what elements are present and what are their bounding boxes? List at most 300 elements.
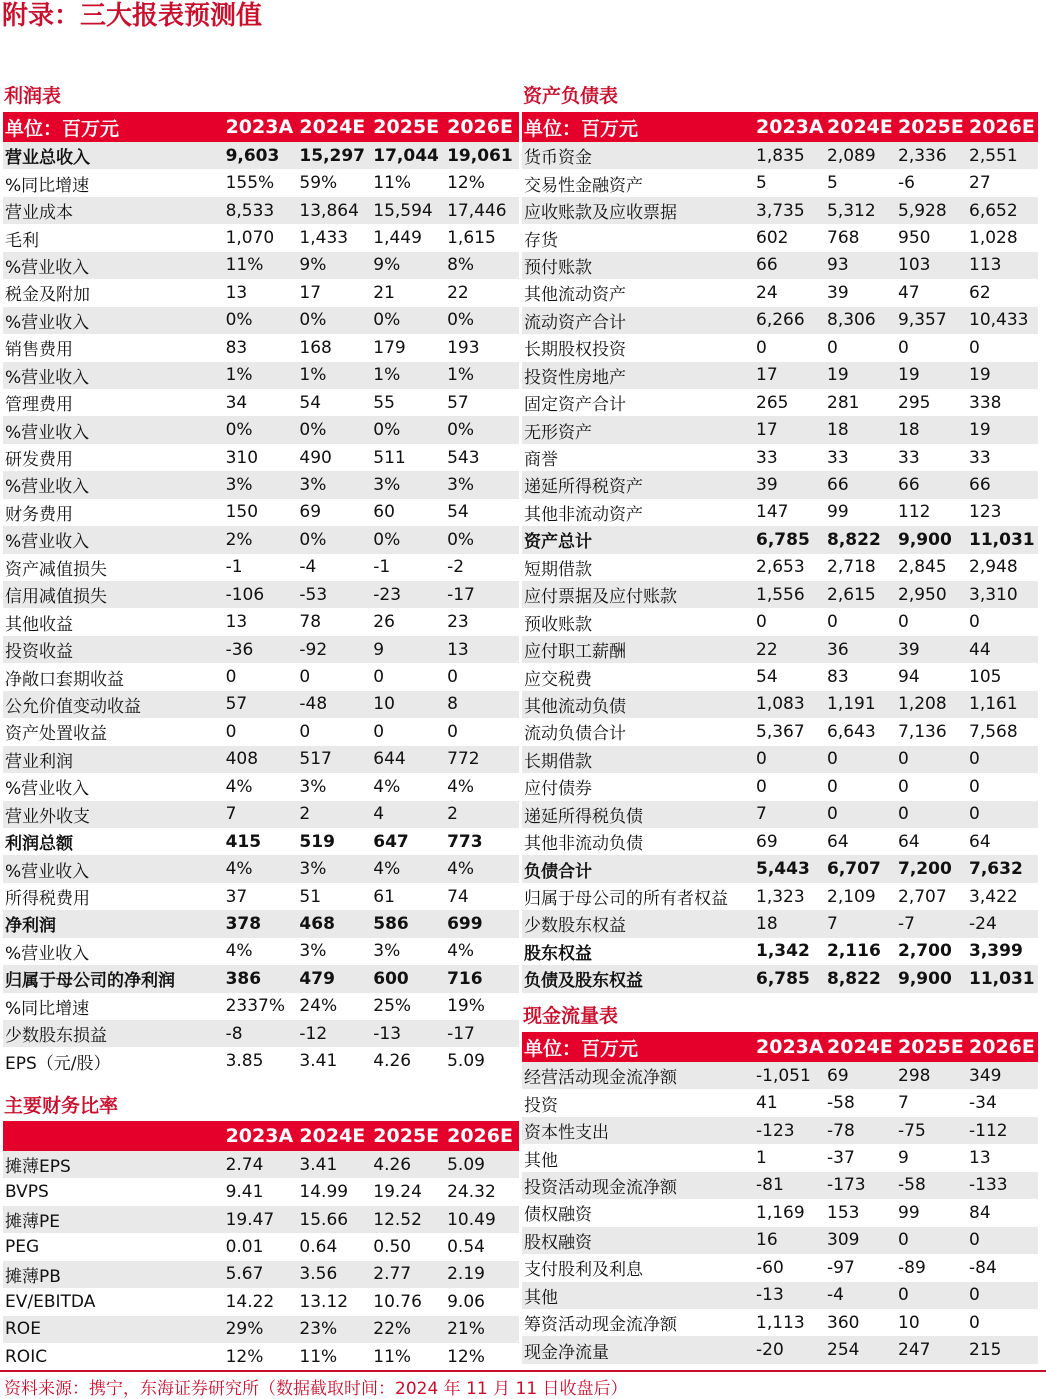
- value-cell: 644: [371, 746, 445, 773]
- value-cell: 83: [225, 337, 248, 358]
- value-cell: 0%: [297, 307, 371, 334]
- value-cell: 25%: [373, 996, 412, 1017]
- value-cell: -48: [297, 691, 371, 718]
- row-label: EPS（元/股）: [5, 1053, 111, 1074]
- table-header-row: [3, 112, 519, 142]
- value-cell: 2,336: [896, 142, 967, 169]
- value-cell: 2,116: [827, 941, 881, 962]
- table-row: [3, 910, 519, 937]
- table-row: [3, 554, 519, 581]
- value-cell: 2,615: [825, 581, 896, 608]
- value-cell: 3%: [299, 776, 327, 797]
- table-row: [3, 1151, 519, 1178]
- row-label: 其他: [524, 1150, 558, 1171]
- value-cell: 19%: [447, 996, 485, 1017]
- value-cell: 3%: [297, 471, 371, 498]
- value-cell: 586: [371, 910, 445, 937]
- table-row: [522, 910, 1038, 937]
- table-row: [3, 1288, 519, 1315]
- value-cell: 6,643: [827, 721, 876, 742]
- value-cell: 33: [827, 447, 849, 468]
- value-cell: -112: [967, 1117, 1038, 1144]
- row-label: 应收账款及应收票据: [522, 197, 754, 224]
- value-cell: -8: [224, 1020, 298, 1047]
- table-row: [522, 1089, 1038, 1116]
- header-unit-cell: 单位：百万元: [3, 112, 224, 142]
- value-cell: 5,443: [754, 855, 825, 882]
- value-cell: 2,845: [898, 557, 947, 578]
- value-cell: 0: [825, 746, 896, 773]
- value-cell: 1,113: [756, 1312, 805, 1333]
- value-cell: 5,928: [896, 197, 967, 224]
- row-label: 经营活动现金流净额: [522, 1062, 754, 1089]
- row-label: 毛利: [5, 230, 39, 251]
- table-row: [522, 1227, 1038, 1254]
- row-label: %营业收入: [3, 307, 224, 334]
- value-cell: 4%: [224, 855, 298, 882]
- value-cell: 378: [224, 910, 298, 937]
- row-label: 投资性房地产: [522, 362, 754, 389]
- value-cell: 93: [825, 252, 896, 279]
- value-cell: 7,136: [898, 721, 947, 742]
- value-cell: 4%: [225, 941, 253, 962]
- value-cell: 4: [371, 801, 445, 828]
- row-label: 管理费用: [5, 395, 73, 416]
- value-cell: 39: [896, 636, 967, 663]
- row-label: 交易性金融资产: [524, 175, 643, 196]
- value-cell: 19.24: [373, 1182, 422, 1203]
- table-row: [522, 801, 1038, 828]
- table-row: [3, 828, 519, 855]
- value-cell: 9,357: [896, 307, 967, 334]
- value-cell: 9%: [297, 252, 371, 279]
- value-cell: 408: [224, 746, 298, 773]
- value-cell: 19,061: [445, 142, 519, 169]
- table-row: [3, 279, 519, 306]
- table-row: [3, 1233, 519, 1260]
- header-year-cell: 2023A: [224, 112, 298, 142]
- value-cell: 4.26: [373, 1051, 412, 1072]
- value-cell: 7: [898, 1093, 909, 1114]
- value-cell: 647: [373, 831, 409, 852]
- value-cell: 47: [898, 282, 920, 303]
- value-cell: 12.52: [371, 1206, 445, 1233]
- value-cell: 11%: [224, 252, 298, 279]
- table-row: [522, 938, 1038, 965]
- value-cell: 153: [827, 1202, 860, 1223]
- value-cell: 0%: [445, 307, 519, 334]
- value-cell: 0: [969, 337, 980, 358]
- table-row: [3, 499, 519, 526]
- table-row: [522, 1336, 1038, 1363]
- value-cell: 64: [898, 831, 920, 852]
- value-cell: 281: [827, 392, 860, 413]
- value-cell: 3%: [224, 471, 298, 498]
- value-cell: 69: [756, 831, 778, 852]
- value-cell: 19.47: [224, 1206, 298, 1233]
- value-cell: 3.56: [297, 1261, 371, 1288]
- table-row: [3, 1343, 519, 1370]
- value-cell: 24: [756, 282, 778, 303]
- value-cell: 15,297: [297, 142, 371, 169]
- row-label: BVPS: [5, 1182, 49, 1203]
- value-cell: 4%: [225, 776, 253, 797]
- row-label: PEG: [5, 1237, 40, 1258]
- table-row: [3, 993, 519, 1020]
- row-label: EV/EBITDA: [5, 1291, 96, 1312]
- value-cell: 0: [898, 776, 909, 797]
- header-unit-cell: 单位：百万元: [522, 112, 754, 142]
- row-label: ROE: [3, 1316, 224, 1343]
- value-cell: 3.85: [225, 1051, 264, 1072]
- value-cell: 6,785: [754, 526, 825, 553]
- value-cell: 1,556: [754, 581, 825, 608]
- row-label: 现金净流量: [522, 1336, 754, 1363]
- value-cell: 511: [373, 447, 406, 468]
- value-cell: 10: [898, 1312, 920, 1333]
- value-cell: -84: [969, 1257, 997, 1278]
- value-cell: 14.99: [299, 1182, 349, 1203]
- value-cell: 66: [754, 252, 825, 279]
- table-row: [3, 718, 519, 745]
- row-label: 长期借款: [522, 746, 754, 773]
- value-cell: 3%: [445, 471, 519, 498]
- value-cell: -20: [754, 1336, 825, 1363]
- value-cell: 0.54: [447, 1237, 485, 1258]
- value-cell: 15.66: [297, 1206, 371, 1233]
- row-label: 营业成本: [3, 197, 224, 224]
- value-cell: 0%: [224, 307, 298, 334]
- value-cell: 11%: [299, 1346, 338, 1367]
- value-cell: 12%: [447, 1346, 485, 1367]
- value-cell: 15,594: [371, 197, 445, 224]
- row-label: 其他非流动资产: [524, 504, 643, 525]
- table-row: [3, 224, 519, 251]
- value-cell: 103: [896, 252, 967, 279]
- value-cell: 0%: [371, 526, 445, 553]
- value-cell: 0: [898, 337, 909, 358]
- value-cell: 193: [447, 337, 480, 358]
- value-cell: 5.09: [445, 1151, 519, 1178]
- value-cell: 4%: [373, 776, 401, 797]
- table-row: [3, 636, 519, 663]
- value-cell: 2,551: [967, 142, 1038, 169]
- data-source-note: 资料来源：携宁，东海证券研究所（数据截取时间：2024 年 11 月 11 日收盘后）: [4, 1379, 628, 1399]
- value-cell: 543: [447, 447, 480, 468]
- value-cell: 54: [447, 502, 469, 523]
- value-cell: 8%: [445, 252, 519, 279]
- table-row: [522, 1117, 1038, 1144]
- table-row: [522, 746, 1038, 773]
- value-cell: -1: [373, 557, 391, 578]
- value-cell: 19: [896, 362, 967, 389]
- value-cell: 94: [898, 667, 920, 688]
- value-cell: 768: [827, 228, 860, 249]
- value-cell: 0.64: [299, 1237, 338, 1258]
- value-cell: 12%: [225, 1346, 264, 1367]
- row-label: 资产处置收益: [5, 724, 107, 745]
- table-row: [3, 334, 519, 361]
- table-row: [522, 773, 1038, 800]
- value-cell: 1,083: [754, 691, 825, 718]
- header-year-cell: 2024E: [825, 1032, 896, 1062]
- value-cell: 0: [299, 667, 311, 688]
- value-cell: 468: [297, 910, 371, 937]
- value-cell: 3%: [299, 941, 327, 962]
- value-cell: 0: [754, 746, 825, 773]
- value-cell: 55: [373, 392, 395, 413]
- value-cell: 3,399: [969, 941, 1023, 962]
- value-cell: 0%: [371, 307, 445, 334]
- value-cell: 19: [825, 362, 896, 389]
- value-cell: 84: [969, 1202, 991, 1223]
- table-row: [3, 773, 519, 800]
- value-cell: 17,044: [371, 142, 445, 169]
- value-cell: 950: [898, 228, 931, 249]
- table-row: [522, 883, 1038, 910]
- value-cell: 9.06: [447, 1291, 485, 1312]
- value-cell: 0%: [297, 416, 371, 443]
- page-title: 附录：三大报表预测值: [2, 1, 263, 31]
- header-unit-cell: 单位：百万元: [522, 1032, 754, 1062]
- value-cell: -58: [896, 1172, 967, 1199]
- value-cell: 310: [225, 447, 259, 468]
- header-year-cell: 2023A: [224, 1121, 298, 1151]
- row-label: 短期借款: [524, 559, 592, 580]
- value-cell: 0: [373, 721, 385, 742]
- table-row: [3, 663, 519, 690]
- row-label: 资产减值损失: [5, 559, 107, 580]
- value-cell: 17: [754, 416, 825, 443]
- value-cell: 18: [825, 416, 896, 443]
- value-cell: 17,446: [445, 197, 519, 224]
- value-cell: 5,312: [825, 197, 896, 224]
- value-cell: 1,028: [969, 228, 1018, 249]
- value-cell: 2%: [224, 526, 298, 553]
- value-cell: 415: [225, 831, 262, 852]
- header-year-cell: 2026E: [967, 112, 1038, 142]
- row-label: 利润总额: [5, 834, 73, 855]
- value-cell: 0: [447, 667, 458, 688]
- value-cell: 3%: [373, 941, 401, 962]
- value-cell: 29%: [224, 1316, 298, 1343]
- row-label: 少数股东权益: [522, 910, 754, 937]
- value-cell: 0: [827, 612, 838, 633]
- value-cell: 265: [756, 392, 789, 413]
- income-statement-title: 利润表: [4, 85, 62, 107]
- value-cell: 0: [825, 801, 896, 828]
- value-cell: 6,707: [825, 855, 896, 882]
- value-cell: -133: [967, 1172, 1038, 1199]
- row-label: 归属于母公司的所有者权益: [524, 889, 728, 910]
- value-cell: 479: [297, 965, 371, 992]
- value-cell: 11,031: [967, 526, 1038, 553]
- row-label: 净敞口套期收益: [5, 669, 124, 690]
- row-label: 流动资产合计: [522, 307, 754, 334]
- table-header-row: [522, 1032, 1038, 1062]
- value-cell: 298: [896, 1062, 967, 1089]
- table-row: [3, 1316, 519, 1343]
- table-row: [522, 169, 1038, 196]
- table-row: [522, 965, 1038, 992]
- table-row: [522, 197, 1038, 224]
- row-label: 摊薄EPS: [3, 1151, 224, 1178]
- row-label: 少数股东损益: [3, 1020, 224, 1047]
- value-cell: 33: [756, 447, 778, 468]
- value-cell: 13.12: [299, 1291, 349, 1312]
- row-label: %营业收入: [5, 943, 90, 964]
- value-cell: 14.22: [225, 1291, 275, 1312]
- value-cell: 179: [373, 337, 406, 358]
- value-cell: 2: [445, 801, 519, 828]
- table-row: [522, 279, 1038, 306]
- value-cell: 360: [827, 1312, 860, 1333]
- row-label: %营业收入: [3, 252, 224, 279]
- value-cell: 8,533: [224, 197, 298, 224]
- table-row: [522, 855, 1038, 882]
- table-row: [3, 362, 519, 389]
- value-cell: 9: [371, 636, 445, 663]
- row-label: 预付账款: [522, 252, 754, 279]
- value-cell: 66: [825, 471, 896, 498]
- value-cell: 2: [297, 801, 371, 828]
- table-row: [522, 471, 1038, 498]
- value-cell: 7: [224, 801, 298, 828]
- value-cell: -58: [827, 1093, 855, 1114]
- value-cell: 602: [756, 228, 789, 249]
- value-cell: 3%: [297, 855, 371, 882]
- table-row: [3, 883, 519, 910]
- value-cell: 295: [898, 392, 931, 413]
- row-label: 所得税费用: [5, 889, 90, 910]
- value-cell: 17: [299, 282, 322, 303]
- header-year-cell: 2025E: [371, 112, 445, 142]
- value-cell: 1: [756, 1148, 767, 1169]
- value-cell: 10: [371, 691, 445, 718]
- value-cell: 0: [969, 776, 980, 797]
- value-cell: 0.01: [225, 1237, 264, 1258]
- value-cell: 309: [825, 1227, 896, 1254]
- table-row: [3, 142, 519, 169]
- value-cell: 44: [967, 636, 1038, 663]
- value-cell: 12%: [447, 173, 485, 194]
- table-row: [522, 608, 1038, 635]
- value-cell: -53: [297, 581, 371, 608]
- value-cell: 54: [756, 667, 778, 688]
- value-cell: 150: [225, 502, 259, 523]
- value-cell: 8,822: [825, 965, 896, 992]
- value-cell: 17: [754, 362, 825, 389]
- value-cell: -34: [969, 1093, 997, 1114]
- value-cell: 2.77: [371, 1261, 445, 1288]
- table-row: [522, 1309, 1038, 1336]
- value-cell: 83: [827, 667, 849, 688]
- header-year-cell: 2023A: [754, 112, 825, 142]
- value-cell: 8,822: [825, 526, 896, 553]
- value-cell: 0: [447, 721, 458, 742]
- table-row: [3, 581, 519, 608]
- value-cell: 39: [827, 282, 849, 303]
- value-cell: 57: [447, 392, 469, 413]
- row-label: 信用减值损失: [3, 581, 224, 608]
- value-cell: 113: [967, 252, 1038, 279]
- value-cell: 57: [224, 691, 298, 718]
- value-cell: 9%: [371, 252, 445, 279]
- value-cell: 9.41: [225, 1182, 264, 1203]
- value-cell: 10.49: [445, 1206, 519, 1233]
- value-cell: 64: [827, 831, 849, 852]
- value-cell: 7: [754, 801, 825, 828]
- value-cell: 0%: [297, 526, 371, 553]
- value-cell: 66: [896, 471, 967, 498]
- value-cell: 69: [299, 502, 322, 523]
- table-row: [522, 636, 1038, 663]
- value-cell: 21%: [445, 1316, 519, 1343]
- value-cell: 1%: [224, 362, 298, 389]
- value-cell: 10.76: [373, 1291, 422, 1312]
- value-cell: 1,070: [225, 228, 275, 249]
- value-cell: 0: [756, 337, 767, 358]
- value-cell: 18: [754, 910, 825, 937]
- value-cell: -37: [827, 1148, 855, 1169]
- value-cell: 4%: [447, 776, 475, 797]
- table-header-row: [3, 1121, 519, 1151]
- value-cell: 2.19: [445, 1261, 519, 1288]
- header-year-cell: 2025E: [896, 112, 967, 142]
- value-cell: 1,449: [373, 228, 422, 249]
- value-cell: 1,323: [756, 886, 805, 907]
- value-cell: 773: [447, 831, 483, 852]
- row-label: 资本性支出: [522, 1117, 754, 1144]
- value-cell: 4%: [371, 855, 445, 882]
- value-cell: 6,785: [754, 965, 825, 992]
- value-cell: 8: [445, 691, 519, 718]
- value-cell: 24%: [299, 996, 338, 1017]
- value-cell: 9,603: [224, 142, 298, 169]
- value-cell: 0: [896, 801, 967, 828]
- cash-flow-table: [522, 1032, 1038, 1364]
- value-cell: 11%: [373, 1346, 412, 1367]
- value-cell: 21: [373, 282, 395, 303]
- value-cell: 22: [447, 282, 469, 303]
- value-cell: -75: [896, 1117, 967, 1144]
- value-cell: 0: [896, 746, 967, 773]
- row-label: 负债及股东权益: [522, 965, 754, 992]
- value-cell: 13: [225, 612, 248, 633]
- row-label: ROIC: [5, 1346, 48, 1367]
- value-cell: 0: [967, 801, 1038, 828]
- value-cell: 772: [445, 746, 519, 773]
- table-row: [3, 389, 519, 416]
- row-label: 资产总计: [522, 526, 754, 553]
- value-cell: 0%: [445, 526, 519, 553]
- value-cell: 99: [827, 502, 849, 523]
- table-row: [3, 1261, 519, 1288]
- value-cell: 1,161: [967, 691, 1038, 718]
- value-cell: -97: [827, 1257, 855, 1278]
- table-row: [522, 252, 1038, 279]
- value-cell: 37: [225, 886, 248, 907]
- value-cell: 16: [754, 1227, 825, 1254]
- value-cell: 147: [756, 502, 789, 523]
- table-row: [522, 1199, 1038, 1226]
- value-cell: 64: [969, 831, 991, 852]
- table-row: [3, 965, 519, 992]
- value-cell: 0: [969, 1312, 980, 1333]
- value-cell: -23: [371, 581, 445, 608]
- table-row: [522, 526, 1038, 553]
- value-cell: 4%: [445, 855, 519, 882]
